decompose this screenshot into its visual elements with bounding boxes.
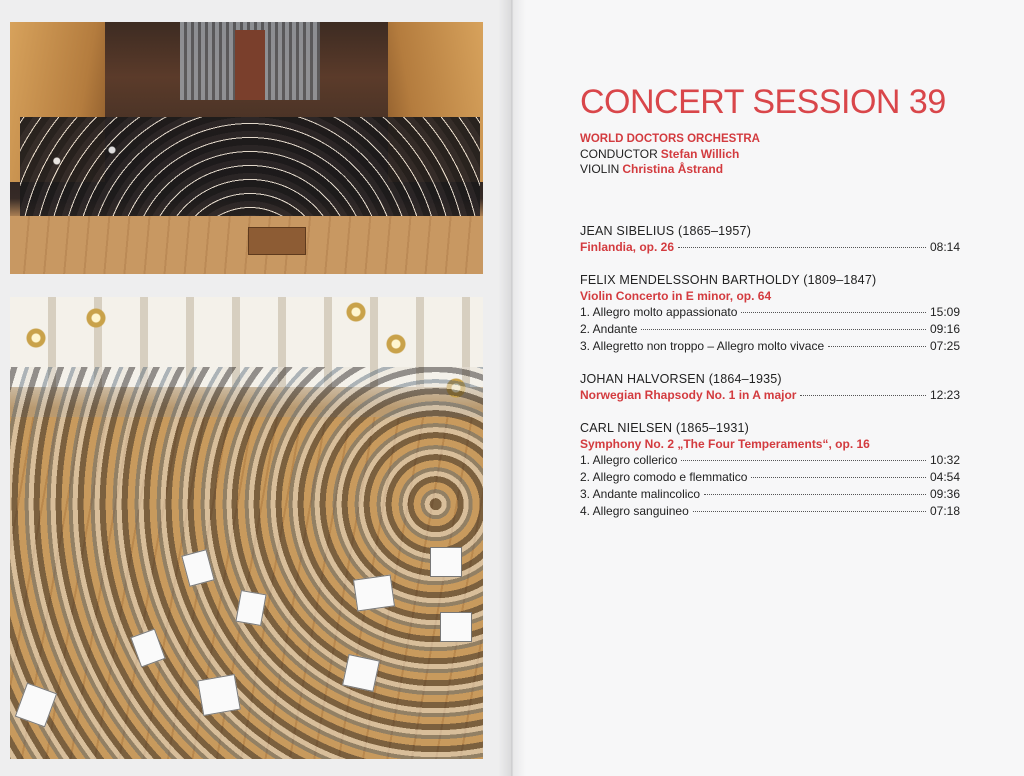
- music-stand: [197, 674, 241, 716]
- leader-dots: [704, 494, 926, 495]
- violin-line: [580, 162, 960, 177]
- violin-role: VIOLIN: [580, 162, 620, 176]
- page-gutter: [498, 0, 526, 776]
- work-row: [580, 239, 960, 256]
- movement-duration: 04:54: [929, 470, 960, 484]
- movement-row: [580, 452, 960, 469]
- chandelier-icon: [340, 301, 372, 323]
- work-title: Finlandia, op. 26: [580, 240, 675, 254]
- movement-row: [580, 338, 960, 355]
- movement-label: 3. Allegretto non troppo – Allegro molto vivace: [580, 339, 825, 353]
- music-stand: [430, 547, 462, 577]
- leader-dots: [828, 346, 926, 347]
- leader-dots: [681, 460, 926, 461]
- orchestra-players: [20, 117, 480, 227]
- movement-label: 1. Allegro collerico: [580, 453, 678, 467]
- concert-program: [580, 82, 960, 520]
- composer-name: JEAN SIBELIUS (1865–1957): [580, 224, 752, 238]
- chandelier-icon: [380, 333, 412, 355]
- stage-floor: [10, 216, 483, 274]
- work-duration: 12:23: [929, 388, 960, 402]
- music-stand: [342, 654, 380, 692]
- conductor-role: CONDUCTOR: [580, 147, 658, 161]
- movement-duration: 15:09: [929, 305, 960, 319]
- movement-row: [580, 486, 960, 503]
- leader-dots: [693, 511, 926, 512]
- conductor-line: [580, 147, 960, 162]
- movement-duration: 10:32: [929, 453, 960, 467]
- leader-dots: [800, 395, 925, 396]
- program-item-halvorsen: [580, 371, 960, 404]
- performer-credits: [580, 132, 960, 177]
- leader-dots: [741, 312, 926, 313]
- chandelier-icon: [80, 307, 112, 329]
- rehearsal-photo: [10, 297, 483, 759]
- rehearsing-musicians: [10, 367, 483, 759]
- composer-name: CARL NIELSEN (1865–1931): [580, 421, 750, 435]
- movement-label: 2. Andante: [580, 322, 638, 336]
- music-stand: [353, 575, 395, 612]
- composer-name: JOHAN HALVORSEN (1864–1935): [580, 372, 782, 386]
- program-item-sibelius: [580, 223, 960, 256]
- work-title: Violin Concerto in E minor, op. 64: [580, 289, 772, 303]
- orchestra-stage-photo: [10, 22, 483, 274]
- composer-name: FELIX MENDELSSOHN BARTHOLDY (1809–1847): [580, 273, 877, 287]
- movement-row: [580, 469, 960, 486]
- violin-name: Christina Åstrand: [622, 162, 724, 176]
- movement-label: 2. Allegro comodo e flemmatico: [580, 470, 748, 484]
- movement-duration: 09:16: [929, 322, 960, 336]
- leader-dots: [751, 477, 926, 478]
- program-item-mendelssohn: [580, 272, 960, 355]
- movement-row: [580, 304, 960, 321]
- work-duration: 08:14: [929, 240, 960, 254]
- movement-label: 1. Allegro molto appassionato: [580, 305, 738, 319]
- movement-label: 4. Allegro sanguineo: [580, 504, 689, 518]
- conductor-podium: [248, 227, 306, 255]
- concert-title: CONCERT SESSION 39: [580, 83, 946, 121]
- movement-row: [580, 321, 960, 338]
- work-title: Symphony No. 2 „The Four Temperaments“, op. 16: [580, 437, 870, 451]
- work-row: [580, 387, 960, 404]
- program-item-nielsen: [580, 420, 960, 520]
- work-title: Norwegian Rhapsody No. 1 in A major: [580, 388, 797, 402]
- music-stand: [235, 590, 266, 626]
- movement-row: [580, 503, 960, 520]
- chandelier-icon: [20, 327, 52, 349]
- organ-case: [235, 30, 265, 100]
- leader-dots: [641, 329, 926, 330]
- movement-duration: 07:25: [929, 339, 960, 353]
- movement-duration: 09:36: [929, 487, 960, 501]
- orchestra-name: WORLD DOCTORS ORCHESTRA: [580, 133, 760, 145]
- movement-duration: 07:18: [929, 504, 960, 518]
- movement-label: 3. Andante malincolico: [580, 487, 701, 501]
- leader-dots: [678, 247, 926, 248]
- music-stand: [440, 612, 472, 642]
- conductor-name: Stefan Willich: [660, 147, 740, 161]
